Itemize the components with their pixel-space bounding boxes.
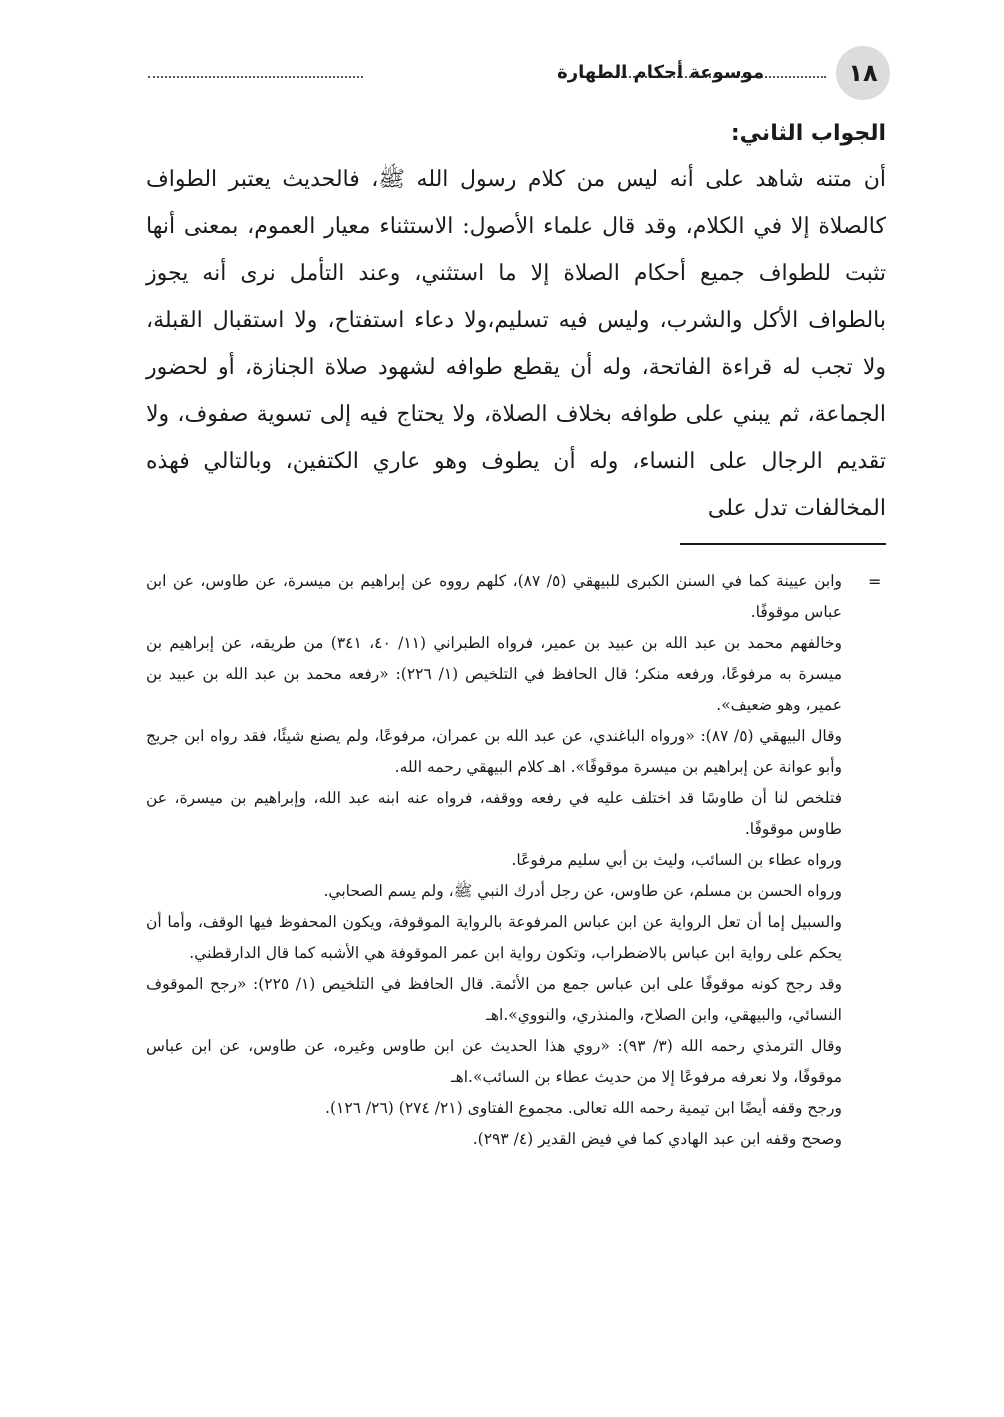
header-dotted-rule-left [148,76,363,78]
running-header-title: موسوعة أحكام الطهارة [557,62,764,83]
footnote-paragraph: وخالفهم محمد بن عبد الله بن عبيد بن عمير، فرواه الطبراني (١١/ ٤٠، ٣٤١) من طريقه، عن إبراهيم بن ميسرة به مرفوعًا، ورفعه منكر؛ قال الحافظ في التلخيص (١/ ٢٢٦): «رفعه محمد بن عبد الله بن عبيد بن عمير، وهو ضعيف». [146,634,842,714]
main-paragraph: أن متنه شاهد على أنه ليس من كلام رسول الله ﷺ، فالحديث يعتبر الطواف كالصلاة إلا في الكلام، وقد قال علماء الأصول: الاستثناء معيار العموم، بمعنى أنها تثبت للطواف جميع أحكام الصلاة إلا ما استثني، وعند التأمل نرى أنه يجوز بالطواف الأكل والشرب، وليس فيه تسليم،ولا دعاء استفتاح، ولا استقبال القبلة، ولا تجب له قراءة الفاتحة، وله أن يقطع طوافه لشهود صلاة الجنازة، أو لحضور الجماعة، ثم يبني على طوافه بخلاف الصلاة، ولا يحتاج فيه إلى تسوية صفوف، ولا تقديم الرجال على النساء، وله أن يطوف وهو عاري الكتفين، وبالتالي فهذه المخالفات تدل على [146,167,886,521]
section-heading: الجواب الثاني: [730,121,886,146]
footnote-paragraph: وصحح وقفه ابن عبد الهادي كما في فيض القدير (٤/ ٢٩٣). [472,1130,842,1148]
footnote-paragraph: ورواه الحسن بن مسلم، عن طاوس، عن رجل أدرك النبي ﷺ، ولم يسم الصحابي. [323,882,842,900]
footnote-continuation-mark: = [868,572,882,591]
footnote-paragraph: وابن عيينة كما في السنن الكبرى للبيهقي (٥/ ٨٧)، كلهم رووه عن إبراهيم بن ميسرة، عن طاوس، عن ابن عباس موقوفًا. [146,572,842,621]
footnote-paragraph: وقد رجح كونه موقوفًا على ابن عباس جمع من الأئمة. قال الحافظ في التلخيص (١/ ٢٢٥): «رجح الموقوف النسائي، والبيهقي، وابن الصلاح، والمنذري، والنووي».اهـ [146,975,842,1024]
main-text [146,112,886,532]
footnote-paragraph: فتلخص لنا أن طاوسًا قد اختلف عليه في رفعه ووقفه، فرواه عنه ابنه عبد الله، وإبراهيم بن ميسرة، عن طاوس موقوفًا. [146,789,842,838]
footnote-paragraph: ورواه عطاء بن السائب، وليث بن أبي سليم مرفوعًا. [511,851,842,869]
footnote-paragraph: والسبيل إما أن تعل الرواية عن ابن عباس المرفوعة بالرواية الموقوفة، ويكون المحفوظ فيها الوقف، وأما أن يحكم على رواية ابن عباس بالاضطراب، وتكون رواية ابن عمر الموقوفة هي الأشبه كما قال الدارقطني. [146,913,842,962]
footnote-paragraph: وقال البيهقي (٥/ ٨٧): «ورواه الباغندي، عن عبد الله بن عمران، مرفوعًا، ولم يصنع شيئًا، فقد رواه ابن جريج وأبو عوانة عن إبراهيم بن ميسرة موقوفًا». اهـ كلام البيهقي رحمه الله. [146,727,842,776]
footnote-paragraph: ورجح وقفه أيضًا ابن تيمية رحمه الله تعالى. مجموع الفتاوى (٢١/ ٢٧٤) (٢٦/ ١٢٦). [325,1099,842,1117]
footnote-separator [680,543,886,545]
footnotes [146,566,842,1155]
footnote-paragraph: وقال الترمذي رحمه الله (٣/ ٩٣): «روي هذا الحديث عن ابن طاوس وغيره، عن طاوس، عن ابن عباس موقوفًا، ولا نعرفه مرفوعًا إلا من حديث عطاء بن السائب».اهـ [146,1037,842,1086]
page-number-badge: ١٨ [836,46,890,100]
